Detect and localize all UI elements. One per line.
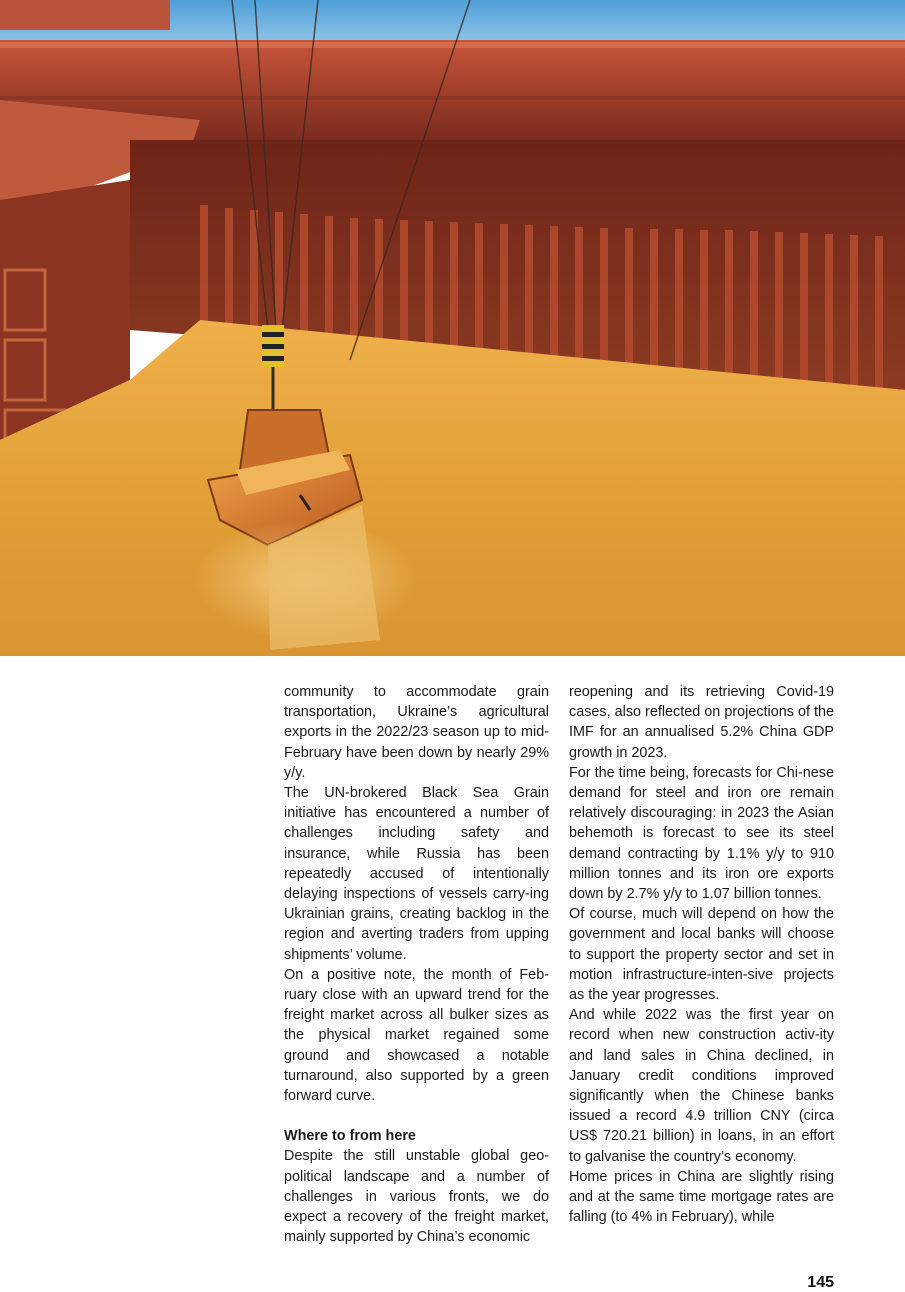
section-subheading: Where to from here bbox=[284, 1128, 416, 1145]
paragraph: For the time being, forecasts for Chi-nese demand for steel and iron ore remain relatively discouraging: in 2023 the Asian behemoth is forecast to see its steel demand contracting by 1.1% y/y to 910 million tonnes and its iron ore exports down by 2.7% y/y to 1.07 billion tonnes. bbox=[569, 764, 834, 903]
paragraph: The UN-brokered Black Sea Grain initiative has encountered a number of challenges including safety and insurance, while Russia has been repeatedly accused of intentionally delaying inspections of vessels carry-ing Ukrainian grains, creating backlog in the region and averting traders from upping shipments’ volume. bbox=[284, 785, 549, 963]
paragraph: Despite the still unstable global geo-political landscape and a number of challenges in various fronts, we do expect a recovery of the freight market, mainly supported by China’s economic bbox=[284, 1148, 549, 1246]
page-number: 145 bbox=[807, 1274, 834, 1291]
paragraph: And while 2022 was the first year on record when new construction activ-ity and land sales in China declined, in January credit conditions improved significantly when the Chinese banks issued a record 4.9 trillion CNY (circa US$ 720.21 billion) in loans, in an effort to galvanise the country’s economy. bbox=[569, 1007, 834, 1165]
paragraph: Of course, much will depend on how the government and local banks will choose to support the property sector and set in motion infrastructure-inten-sive projects as the year progresses. bbox=[569, 906, 834, 1004]
paragraph: Home prices in China are slightly rising and at the same time mortgage rates are falling (to 4% in February), while bbox=[569, 1168, 834, 1226]
paragraph: On a positive note, the month of Feb-ruary close with an upward trend for the freight market across all bulker sizes as the physical market regained some ground and showcased a notable turnaround, also supported by a green forward curve. bbox=[284, 966, 549, 1105]
article-column-left bbox=[284, 682, 549, 1247]
article-column-right bbox=[569, 682, 834, 1227]
paragraph: reopening and its retrieving Covid-19 cases, also reflected on projections of the IMF for an annualised 5.2% China GDP growth in 2023. bbox=[569, 684, 834, 761]
paragraph: community to accommodate grain transportation, Ukraine’s agricultural exports in the 2022/23 season up to mid-February have been down by nearly 29% y/y. bbox=[284, 684, 549, 781]
